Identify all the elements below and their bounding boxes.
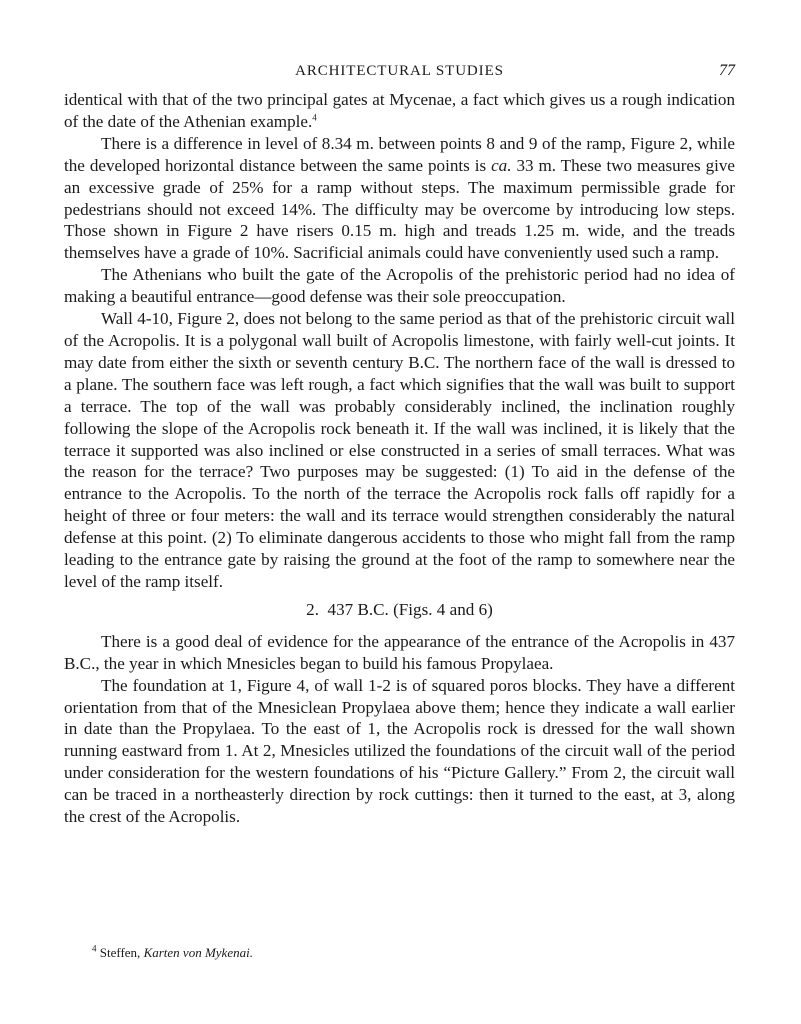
paragraph-6: The foundation at 1, Figure 4, of wall 1-2 is of squared poros blocks. They have a different orientation from that of the Mnesiclean Propylaea above them; hence they indicate a wall earlier in date than the Propylaea. To the east of 1, the Acropolis rock is dressed for the wall shown running eastward from 1. At 2, Mnesicles utilized the foundations of the circuit wall of the period under consideration for the western foundations of his “Picture Gallery.” From 2, the circuit wall can be traced in a northeasterly direction by rock cuttings: then it turned to the east, at 3, along the crest of the Acropolis. [64, 675, 735, 827]
era-bc: B.C. [408, 352, 440, 372]
paragraph-1 [64, 89, 735, 133]
paragraph-5 [64, 631, 735, 675]
paragraph-4-text-a: Wall 4-10, Figure 2, does not belong to the same period as that of the prehistoric circuit wall of the Acropolis. It is a polygonal wall built of Acropolis limestone, with fairly well-cut joints. It may date from either the sixth or seventh century [64, 309, 735, 372]
section-heading [64, 599, 735, 621]
section-year: 437 [327, 599, 354, 619]
paragraph-4-text-b: The northern face of the wall is dressed to a plane. The southern face was left rough, a fact which signifies that the wall was built to support a terrace. The top of the wall was probably considerably inclined, the inclination roughly following the slope of the Acropolis rock beneath it. If the wall was inclined, it is likely that the terrace it supported was also inclined or else constructed in a series of small terraces. What was the reason for the terrace? Two purposes may be suggested: (1) To aid in the defense of the entrance to the Acropolis. To the north of the terrace the Acropolis rock falls off rapidly for a height of three or four meters: the wall and its terrace would strengthen considerably the natural defense at this point. (2) To eliminate dangerous accidents to those who might fall from the ramp leading to the entrance gate by raising the ground at the foot of the ramp to somewhere near the level of the ramp itself. [64, 352, 735, 591]
paragraph-4 [64, 308, 735, 593]
footnote-author: Steffen, [99, 945, 141, 960]
paragraph-3: The Athenians who built the gate of the Acropolis of the prehistoric period had no idea of making a beautiful entrance—good defense was their sole preoccupation. [64, 265, 735, 307]
abbrev-circa: ca. [491, 155, 512, 175]
section-era: B.C. [357, 599, 389, 619]
footnote [92, 945, 253, 961]
footnote-marker: 4 [92, 943, 97, 954]
paragraph-2-text-b: 33 m. These two measures give an excessive grade of 25% for a ramp without steps. The maximum permissible grade for pedestrians should not exceed 14%. The difficulty may be overcome by introducing low steps. Those shown in Figure 2 have risers 0.15 m. high and treads 1.25 m. wide, and the treads themselves have a grade of 10%. Sacrificial animals could have conveniently used such a ramp. [64, 155, 735, 263]
era-bc-2: B.C. [64, 653, 96, 673]
page [64, 62, 735, 828]
footnote-title: Karten von Mykenai. [143, 945, 253, 960]
footnote-ref-4[interactable]: 4 [312, 112, 317, 123]
page-header [64, 62, 735, 88]
section-figs: (Figs. 4 and 6) [393, 599, 493, 619]
page-number: 77 [719, 62, 735, 79]
section-number: 2. [306, 599, 319, 619]
paragraph-2 [64, 133, 735, 264]
running-title: ARCHITECTURAL STUDIES [295, 63, 504, 79]
paragraph-5-text-b: , the year in which Mnesicles began to build his famous Propylaea. [95, 653, 554, 673]
paragraph-1-text: identical with that of the two principal gates at Mycenae, a fact which gives us a rough indication of the date of the Athenian example. [64, 90, 735, 131]
paragraph-5-text-a: There is a good deal of evidence for the appearance of the entrance of the Acropolis in 437 [101, 631, 735, 651]
body-text [64, 89, 735, 828]
paragraph-2-text-a: There is a difference in level of 8.34 m. between points 8 and 9 of the ramp, Figure 2, while the developed horizontal distance between the same points is [64, 133, 735, 175]
